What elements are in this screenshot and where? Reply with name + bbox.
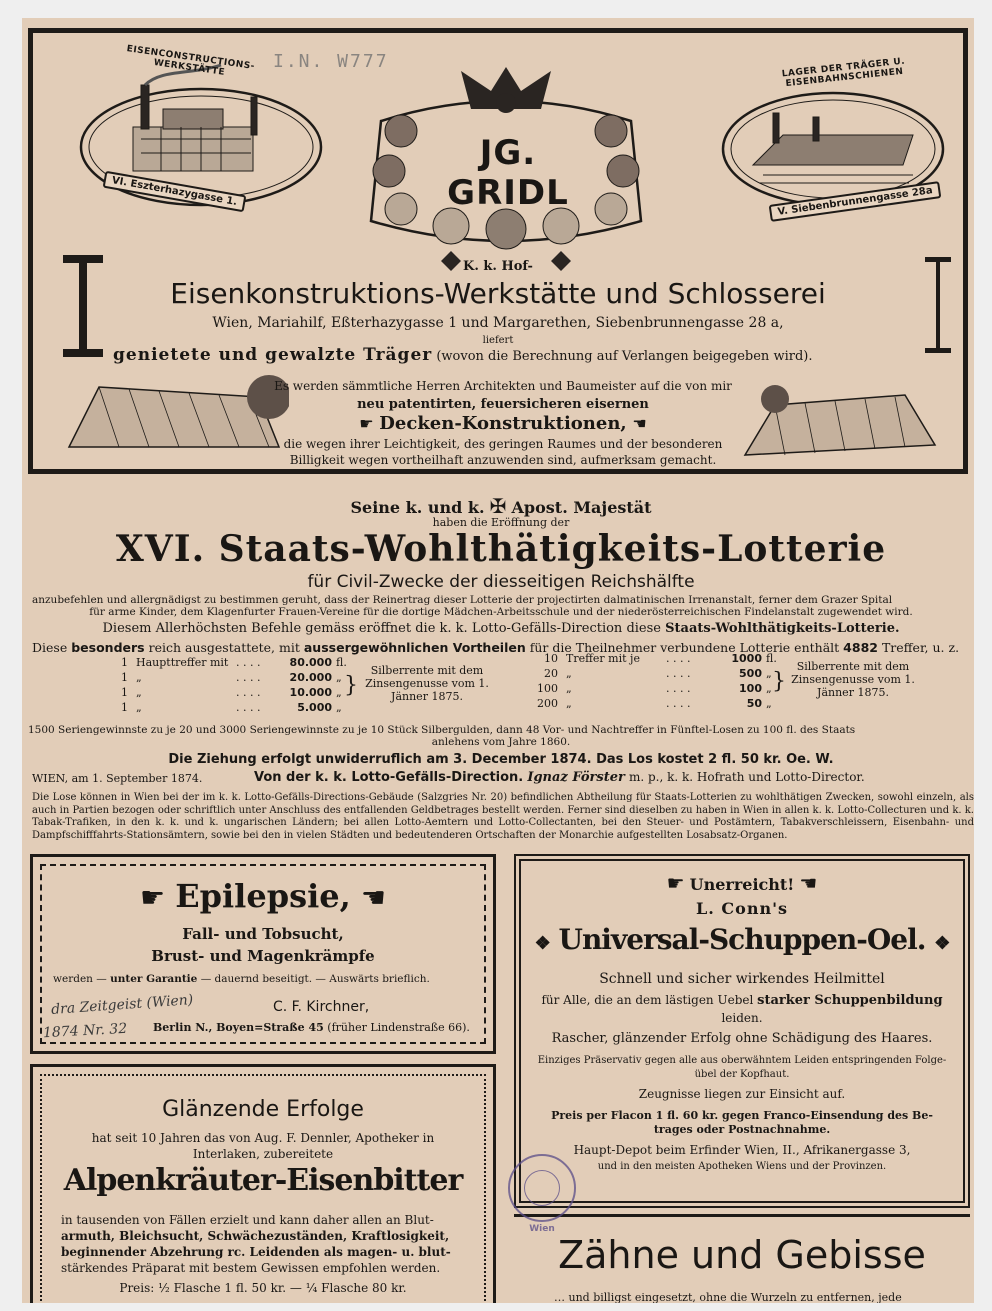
gridl-traeger-note: (wovon die Berechnung auf Verlangen beigegeben wird). (436, 349, 813, 364)
lottery-signature (254, 770, 865, 785)
prize-row (526, 667, 786, 680)
epilepsy-address (153, 1021, 470, 1034)
ornament-icon-left: ❖ (534, 933, 550, 954)
epilepsy-name: C. F. Kirchner, (273, 999, 370, 1015)
prize-row (96, 671, 356, 684)
lottery-line-1a: Seine k. und k. (350, 498, 485, 517)
prize-dots: . . . . (666, 667, 691, 680)
prize-value: 50 (746, 697, 762, 710)
gridl-advertisement (28, 28, 968, 474)
conn-line-2b: starker Schuppenbildung (757, 993, 943, 1008)
prize-label: „ (136, 671, 142, 684)
conn-line-7: Zeugnisse liegen zur Einsicht auf. (638, 1087, 846, 1101)
lottery-p4 (32, 640, 974, 655)
gridl-address: Wien, Mariahilf, Eßterhazygasse 1 und Margarethen, Siebenbrunnengasse 28 a, (212, 315, 784, 331)
lottery-p4c: reich ausgestattete, mit (148, 640, 300, 655)
lottery-serien: 1500 Seriengewinnste zu je 20 und 3000 Seriengewinnste zu je 10 Stück Silbergulden, dann 48 Vor- und Nachtreffer in Fünftel-Losen zu 100 fl. des Staats (28, 724, 856, 736)
prize-row (526, 652, 786, 665)
epilepsy-line-2: Brust- und Magenkrämpfe (151, 947, 375, 965)
prize-label: „ (566, 682, 572, 695)
decken-line-2: neu patentirten, feuersicheren eisernen (357, 397, 649, 412)
prize-row (96, 656, 356, 669)
prize-label: „ (566, 667, 572, 680)
lottery-p4e: für die Theilnehmer verbundene Lotterie enthält (529, 640, 840, 655)
prize-table-right (526, 652, 776, 718)
decken-line-1: Es werden sämmtliche Herren Architekten und Baumeister auf die von mir (274, 379, 732, 393)
lottery-p3 (28, 621, 974, 636)
rente-right: Silberrente mit dem Zinsengenusse vom 1. Jänner 1875. (791, 660, 915, 699)
decken-line-4: Billigkeit wegen vortheilhaft anzuwenden sind, aufmerksam gemacht. (289, 453, 717, 467)
prize-dots: . . . . (236, 701, 261, 714)
pointing-hand-right-icon: ☛ (139, 881, 166, 914)
conn-headline-row (521, 873, 963, 894)
lottery-line-2: haben die Eröffnung der (432, 516, 570, 529)
alpen-line-3: in tausenden von Fällen erzielt und kann daher allen an Blut- (61, 1213, 434, 1227)
lottery-p4b: besonders (71, 640, 145, 655)
prize-unit: „ (336, 686, 342, 699)
prize-table-left (96, 656, 346, 722)
prize-row (526, 697, 786, 710)
prize-dots: . . . . (236, 686, 261, 699)
alpen-line-2: Interlaken, zubereitete (192, 1147, 334, 1161)
prize-dots: . . . . (236, 671, 261, 684)
prize-value: 1000 (731, 652, 762, 665)
lottery-lose-paragraph: Die Lose können in Wien bei der im k. k. Lotto-Gefälls-Directions-Gebäude (Salzgries Nr. 20) befindlichen Abtheilung für Staats-Lotterien zu wohlthätigen Zwecken, sowohl einzeln, als auch in Partien bezogen oder schriftlich unter Anschluss des entfallenden Geldbetrages bestellt werden. Ferner sind dieselben zu haben in Wien in allen k. k. Lotto-Collecturen und k. k. Tabak-Trafiken, in den k. k. und k. ungarischen Ländern; bei allen Lotto-Aemtern und Lotto-Collectanten, bei den Steuer- und Postämtern, Tabakverschleissern, Eisenbahn- und Dampfschifffahrts-Stationsämtern, sowie bei den in vielen Städten und bedeutenderen Ortschaften der Monarchie aufgestellten Losabsatz-Organen. (32, 792, 974, 841)
epilepsy-advertisement (30, 854, 496, 1054)
alpen-line-5: beginnender Abzehrung rc. Leidenden als magen- u. blut- (61, 1245, 451, 1259)
prize-unit: „ (766, 682, 772, 695)
prize-dots: . . . . (666, 697, 691, 710)
gridl-traeger-bold: genietete und gewalzte Träger (113, 345, 433, 365)
lottery-line-1 (28, 494, 974, 518)
epilepsy-line-3b: unter Garantie (110, 973, 198, 985)
conn-product-row (521, 923, 963, 956)
prize-count: 1 (121, 686, 128, 699)
rente-left: Silberrente mit dem Zinsengenusse vom 1. Jänner 1875. (365, 664, 489, 703)
prize-count: 1 (121, 701, 128, 714)
prize-value: 10.000 (289, 686, 332, 699)
pointing-hand-left-icon: ☚ (799, 871, 818, 895)
prize-count: 1 (121, 671, 128, 684)
warehouse-address-ribbon: V. Siebenbrunnengasse 28a (769, 181, 942, 222)
conn-line-4: Rascher, glänzender Erfolg ohne Schädigung des Haares. (551, 1031, 933, 1046)
alpen-line-6: stärkendes Präparat mit bestem Gewissen empfohlen werden. (61, 1261, 441, 1275)
lottery-p2: für arme Kinder, dem Klagenfurter Frauen-Vereine für die dortige Mädchen-Arbeitsschule und der niederösterreichischen Findelanstalt zugewendet wird. (89, 606, 913, 618)
archive-pencil-mark: I.N. W777 (273, 51, 389, 72)
conn-line-2 (521, 993, 963, 1008)
pointing-hand-right-icon: ☛ (359, 414, 374, 433)
lottery-title: XVI. Staats-Wohlthätigkeits-Lotterie (115, 528, 887, 570)
prize-label: „ (566, 697, 572, 710)
epilepsy-title: Epilepsie, (175, 877, 351, 915)
lottery-wien-date: WIEN, am 1. September 1874. (32, 772, 203, 785)
lottery-announcement (28, 488, 974, 850)
lottery-serien-2: anlehens vom Jahre 1860. (431, 736, 571, 748)
conn-product: Universal-Schuppen-Oel. (558, 923, 926, 956)
conn-depot-1: Haupt-Depot beim Erfinder Wien, II., Afrikanergasse 3, (573, 1143, 911, 1157)
pointing-hand-left-icon: ☚ (360, 881, 387, 914)
prize-dots: . . . . (236, 656, 261, 669)
handwritten-note-issue: 1874 Nr. 32 (42, 1020, 128, 1042)
pointing-hand-right-icon: ☛ (666, 871, 685, 895)
lottery-line-1b: Apost. Majestät (511, 498, 652, 517)
conn-depot-2: und in den meisten Apotheken Wiens und der Provinzen. (597, 1161, 887, 1172)
alpen-product: Alpenkräuter-Eisenbitter (63, 1163, 463, 1198)
prize-label: „ (136, 686, 142, 699)
brace-left: } (344, 673, 358, 698)
prize-unit: „ (336, 671, 342, 684)
workshop-address-ribbon: VI. Eszterhazygasse 1. (103, 171, 247, 213)
alpen-title: Glänzende Erfolge (162, 1097, 364, 1122)
lottery-signature-b: Ignaz Förster (527, 770, 625, 785)
gridl-brand: JG. GRIDL (447, 133, 569, 213)
zaehne-line-1: … und billigst eingesetzt, ohne die Wurzeln zu entfernen, jede (554, 1291, 902, 1303)
conn-price-2: trages oder Postnachnahme. (653, 1123, 831, 1136)
prize-count: 20 (544, 667, 558, 680)
epilepsy-line-1: Fall- und Tobsucht, (182, 925, 344, 943)
lottery-p3a: Diesem Allerhöchsten Befehle gemäss eröffnet die k. k. Lotto-Gefälls-Direction diese (102, 621, 661, 636)
pointing-hand-left-icon: ☚ (632, 414, 647, 433)
lottery-signature-a: Von der k. k. Lotto-Gefälls-Direction. (254, 770, 524, 785)
prize-unit: „ (766, 697, 772, 710)
conn-price-1: Preis per Flacon 1 fl. 60 kr. gegen Franco-Einsendung des Be- (551, 1109, 933, 1122)
lottery-subtitle: für Civil-Zwecke der diesseitigen Reichshälfte (307, 572, 695, 592)
prize-row (96, 701, 356, 714)
ornament-icon-right: ❖ (934, 933, 950, 954)
prize-unit: „ (766, 667, 772, 680)
prize-dots: . . . . (666, 682, 691, 695)
handwritten-note-source: dra Zeitgeist (Wien) (50, 992, 194, 1018)
prize-count: 10 (544, 652, 558, 665)
gridl-hof: K. k. Hof- (463, 259, 533, 274)
prize-value: 5.000 (297, 701, 332, 714)
workshop-banner: EISENCONSTRUCTIONS-WERKSTÄTTE (125, 44, 256, 78)
alpen-line-1: hat seit 10 Jahren das von Aug. F. Dennler, Apotheker in (91, 1131, 435, 1145)
decken-title-row (273, 413, 733, 434)
conn-line-6: übel der Kopfhaut. (694, 1069, 790, 1080)
epilepsy-address-b: (früher Lindenstraße 66). (327, 1021, 470, 1034)
conn-line-3: leiden. (721, 1011, 763, 1025)
prize-dots: . . . . (666, 652, 691, 665)
stamp-text: Wien (529, 1224, 555, 1234)
archive-stamp (508, 1154, 576, 1234)
epilepsy-line-3 (53, 973, 493, 985)
alpen-line-4: armuth, Bleichsucht, Schwächezuständen, Kraftlosigkeit, (61, 1229, 450, 1243)
prize-count: 1 (121, 656, 128, 669)
prize-label: „ (136, 701, 142, 714)
lottery-p4d: aussergewöhnlichen Vortheilen (303, 640, 526, 655)
prize-label: Treffer mit je (566, 652, 640, 665)
lottery-p1: anzubefehlen und allergnädigst zu bestimmen geruht, dass der Reinertrag dieser Lotterie der projectirten dalmatinischen Irrenanstalt, ferner dem Grazer Spital (32, 594, 893, 606)
lottery-ziehung: Die Ziehung erfolgt unwiderruflich am 3. December 1874. Das Los kostet 2 fl. 50 kr. Oe. W. (168, 752, 834, 767)
stamp-inner-ring (524, 1170, 560, 1206)
greenhouse-illustration-right (735, 385, 955, 475)
conn-advertisement (514, 854, 970, 1208)
gridl-liefert: liefert (482, 335, 514, 346)
prize-count: 200 (537, 697, 558, 710)
prize-label: Haupttreffer mit (136, 656, 229, 669)
conn-line-2a: für Alle, die an dem lästigen Uebel (541, 993, 754, 1007)
warehouse-banner: LAGER DER TRÄGER U. EISENBAHNSCHIENEN (781, 56, 906, 90)
greenhouse-illustration-left (59, 367, 289, 467)
lottery-p4f: 4882 (843, 640, 878, 655)
prize-row (96, 686, 356, 699)
epilepsy-title-row (33, 877, 493, 915)
brace-right: } (772, 669, 786, 694)
prize-value: 80.000 (289, 656, 332, 669)
prize-unit: fl. (336, 656, 347, 669)
decken-title: Decken-Konstruktionen, (379, 413, 627, 434)
prize-value: 100 (739, 682, 762, 695)
epilepsy-line-3c: — dauernd beseitigt. — Auswärts brieflich. (200, 973, 430, 985)
prize-value: 500 (739, 667, 762, 680)
lottery-signature-c: m. p., k. k. Hofrath und Lotto-Director. (628, 770, 865, 784)
decken-line-3: die wegen ihrer Leichtigkeit, des geringen Raumes und der besonderen (283, 437, 723, 451)
epilepsy-address-a: Berlin N., Boyen=Straße 45 (153, 1021, 324, 1034)
epilepsy-line-3a: werden — (53, 973, 107, 985)
conn-brand: L. Conn's (696, 899, 788, 918)
prize-value: 20.000 (289, 671, 332, 684)
prize-row (526, 682, 786, 695)
prize-unit: fl. (766, 652, 777, 665)
gridl-title: Eisenkonstruktions-Werkstätte und Schlosserei (170, 277, 826, 310)
alpen-price: Preis: ½ Flasche 1 fl. 50 kr. — ¼ Flasche 80 kr. (119, 1281, 407, 1295)
zaehne-advertisement (514, 1214, 970, 1303)
newspaper-clipping (22, 18, 974, 1303)
conn-headline: Unerreicht! (689, 875, 795, 894)
lottery-p3b: Staats-Wohlthätigkeits-Lotterie. (665, 621, 900, 636)
lottery-p4a: Diese (32, 640, 68, 655)
double-eagle-icon: ✠ (489, 494, 507, 518)
zaehne-title: Zähne und Gebisse (558, 1233, 926, 1277)
gridl-traeger-line (113, 345, 943, 365)
conn-line-5: Einziges Präservativ gegen alle aus oberwähntem Leiden entspringenden Folge- (537, 1055, 947, 1066)
prize-count: 100 (537, 682, 558, 695)
conn-line-1: Schnell und sicher wirkendes Heilmittel (599, 971, 885, 987)
lottery-p4g: Treffer, u. z. (881, 640, 960, 655)
alpenkraeuter-advertisement (30, 1064, 496, 1303)
prize-unit: „ (336, 701, 342, 714)
